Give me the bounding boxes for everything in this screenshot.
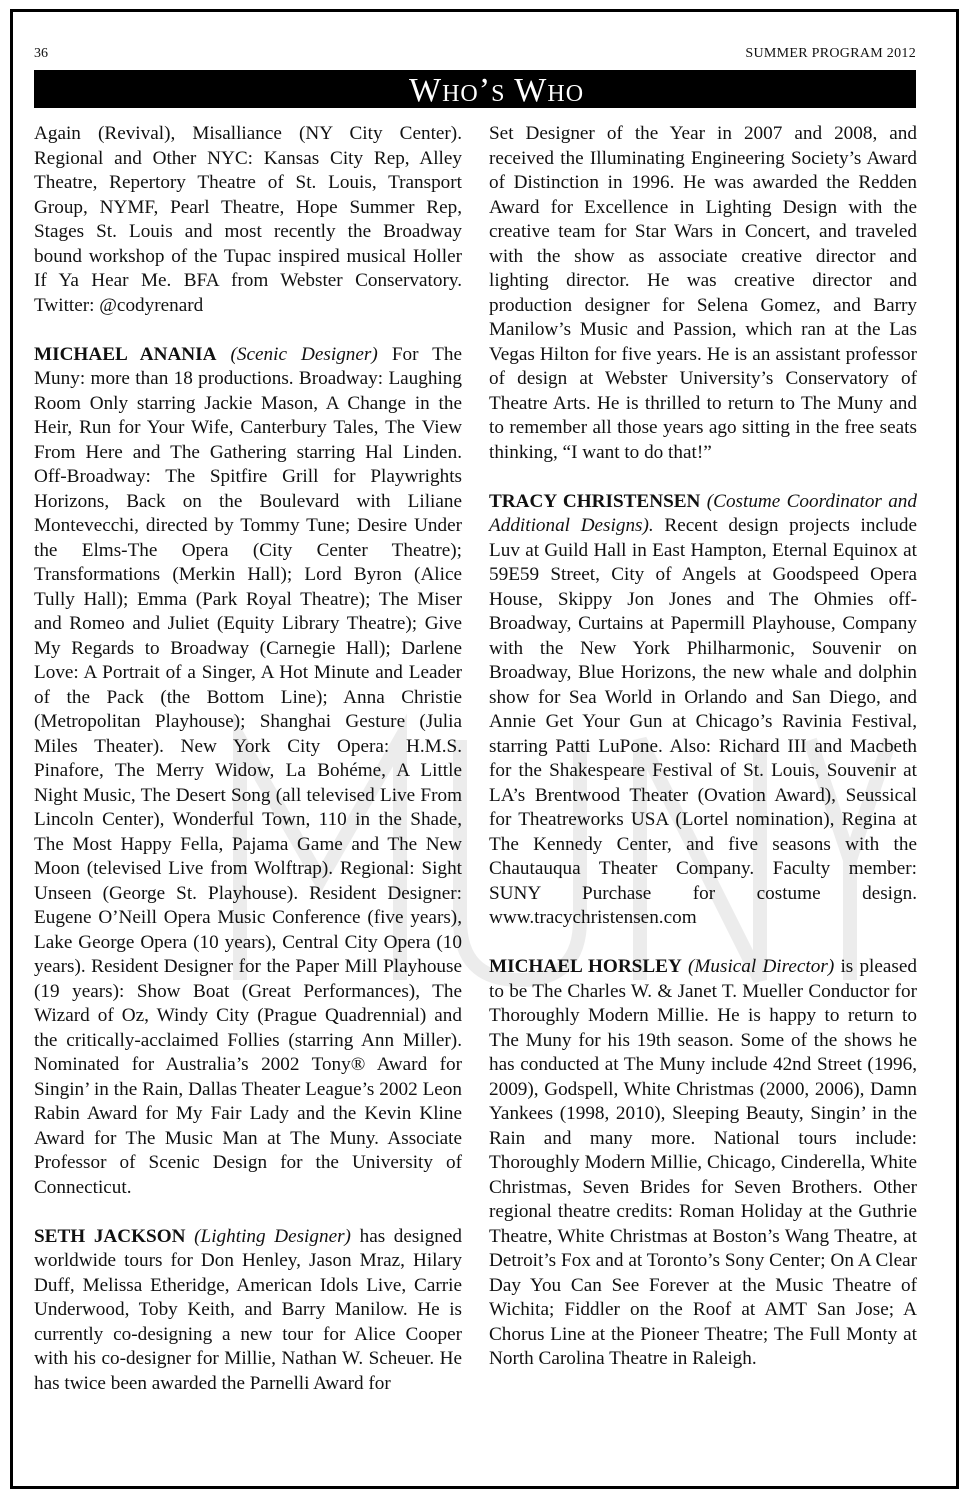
bio-text: has designed worldwide tours for Don Henley, Jason Mraz, Hilary Duff, Melissa Etheridge, American Idols Live, Carrie Underwood, Toby Keith, and Barry Manilow. He is currently co-designing a new tour for Alice Cooper with his co-designer for Millie, Nathan W. Scheuer. He has twice been awarded the Parnelli Award for [34, 1225, 463, 1394]
bio-seth-jackson-continued [489, 122, 917, 465]
bio-seth-jackson [34, 1225, 462, 1397]
bio-text: is pleased to be The Charles W. & Janet T. Mueller Conductor for Thoroughly Modern Millie. He is happy to return to The Muny for his 19th season. Some of the shows he has conducted at The Muny include 42nd Street (1996, 2009), Godspell, White Christmas (2000, 2006), Damn Yankees (1998, 2010), Sleeping Beauty, Singin’ in the Rain and many more. National tours include: Thoroughly Modern Millie, Chicago, Cinderella, White Christmas, Seven Brides for Seven Brothers. Other regional theatre credits: Roman Holiday at the Guthrie Theatre, White Christmas at Boston’s Wang Theatre, at Detroit’s Fox and at Toronto’s Sony Center; On A Clear Day You Can See Forever at the Music Theatre of Wichita; Fiddler on the Roof at AMT San Jose; A Chorus Line at the Pioneer Theatre; The Full Monty at North Carolina Theatre in Raleigh. [489, 956, 917, 1369]
bio-michael-horsley [489, 955, 917, 1372]
bio-text: For The Muny: more than 18 productions. Broadway: Laughing Room Only starring Jackie Mason, A Change in the Heir, Run for Your Wife, Canterbury Tales, The View From Here and The Gathering starring Hal Linden. Off-Broadway: The Spitfire Grill for Playwrights Horizons, Back on the Boulevard with Liliane Montevecchi, directed by Tommy Tune; Desire Under the Elms-The Opera (City Center Theatre); Transformations (Merkin Hall); Lord Byron (Alice Tully Hall); Emma (Park Royal Theatre); The Miser and Romeo and Juliet (Equity Library Theatre); Give My Regards to Broadway (Carnegie Hall); Darlene Love: A Portrait of a Singer, A Hot Minute and Leader of the Pack (the Bottom Line); Anna Christie (Metropolitan Playhouse); Shanghai Gesture (Julia Miles Theater). New York City Opera: H.M.S. Pinafore, The Merry Widow, La Bohéme, A Little Night Music, The Desert Song (all televised Live From Lincoln Center), Wonderful Town, 110 in the Shade, The Most Happy Fella, Pajama Game and The New Moon (televised Live from Wolftrap). Regional: Sight Unseen (George St. Playhouse). Resident Designer: Eugene O’Neill Opera Music Conference (five years), Lake George Opera (10 years), Central City Opera (10 years). Resident Designer for the Paper Mill Playhouse (19 years): Show Boat (Great Performances), The Wizard of Oz, Windy City (Prague Quadrennial) and the critically-acclaimed Follies (starring Ann Miller). Nominated for Australia’s 2002 Tony® Award for Singin’ in the Rain, Dallas Theater League’s 2002 Leon Rabin Award for My Fair Lady and the Kevin Kline Award for The Music Man at The Muny. Associate Professor of Scenic Design for the University of Connecticut. [34, 343, 462, 1198]
bio-role: (Scenic Designer) [230, 343, 378, 365]
bio-continued [34, 122, 462, 318]
bio-role: (Musical Director) [688, 956, 835, 977]
bio-text: Set Designer of the Year in 2007 and 2008, and received the Illuminating Engineering Society’s Award of Distinction in 1996. He was awarded the Redden Award for Excellence in Lighting Design with the creative team for Star Wars in Concert, and traveled with the show as associate creative director and lighting director. He was creative director and production designer for Selena Gomez, and Barry Manilow’s Music and Passion, which ran at the Las Vegas Hilton for five years. He is an assistant professor of design at Webster University’s Conservatory of Theatre Arts. He is thrilled to return to The Muny and to remember all those years ago sitting in the free seats thinking, “I want to do that!” [489, 123, 917, 463]
program-title: SUMMER PROGRAM 2012 [745, 46, 916, 61]
bio-role: (Costume Coordinator and Additional Designs). [489, 490, 917, 536]
bio-text: Again (Revival), Misalliance (NY City Center). Regional and Other NYC: Kansas City Rep, Alley Theatre, Repertory Theatre of St. Louis, Transport Group, NYMF, Pearl Theatre, Hope Summer Rep, Stages St. Louis and most recently the Broadway bound workshop of the Tupac inspired musical Holler If Ya Hear Me. BFA from Webster Conservatory. Twitter: @codyrenard [34, 123, 462, 316]
page-number: 36 [34, 46, 48, 61]
bio-text: Recent design projects include Luv at Guild Hall in East Hampton, Eternal Equinox at 59E59 Street, City of Angels at Goodspeed Opera House, Skippy Jon Jones and The Ohmies off-Broadway, Curtains at Papermill Playhouse, Company with the New York Philharmonic, Souvenir on Broadway, Blue Horizons, the new whale and dolphin show for Sea World in Orlando and San Diego, and Annie Get Your Gun at Chicago’s Ravinia Festival, starring Patti LuPone. Also: Richard III and Macbeth for the Shakespeare Festival of St. Louis, Souvenir at LA’s Brentwood Theater (Ovation Award), Seussical for Theatreworks USA (Lortel nomination), Regina at The Kennedy Center, and five seasons with the Chautauqua Theater Company. Faculty member: SUNY Purchase for costume design. www.tracychristensen.com [489, 515, 917, 928]
bio-name: SETH JACKSON [34, 1225, 186, 1247]
bio-name: MICHAEL ANANIA [34, 343, 217, 365]
bio-role: (Lighting Designer) [194, 1225, 351, 1247]
bio-name: MICHAEL HORSLEY [489, 956, 682, 977]
bio-tracy-christensen [489, 490, 917, 931]
section-title: Who’s Who [409, 72, 585, 109]
left-column [34, 122, 462, 1421]
bio-name: TRACY CHRISTENSEN [489, 490, 701, 512]
bio-michael-anania [34, 343, 462, 1201]
right-column [489, 122, 917, 1396]
section-banner [34, 70, 916, 108]
